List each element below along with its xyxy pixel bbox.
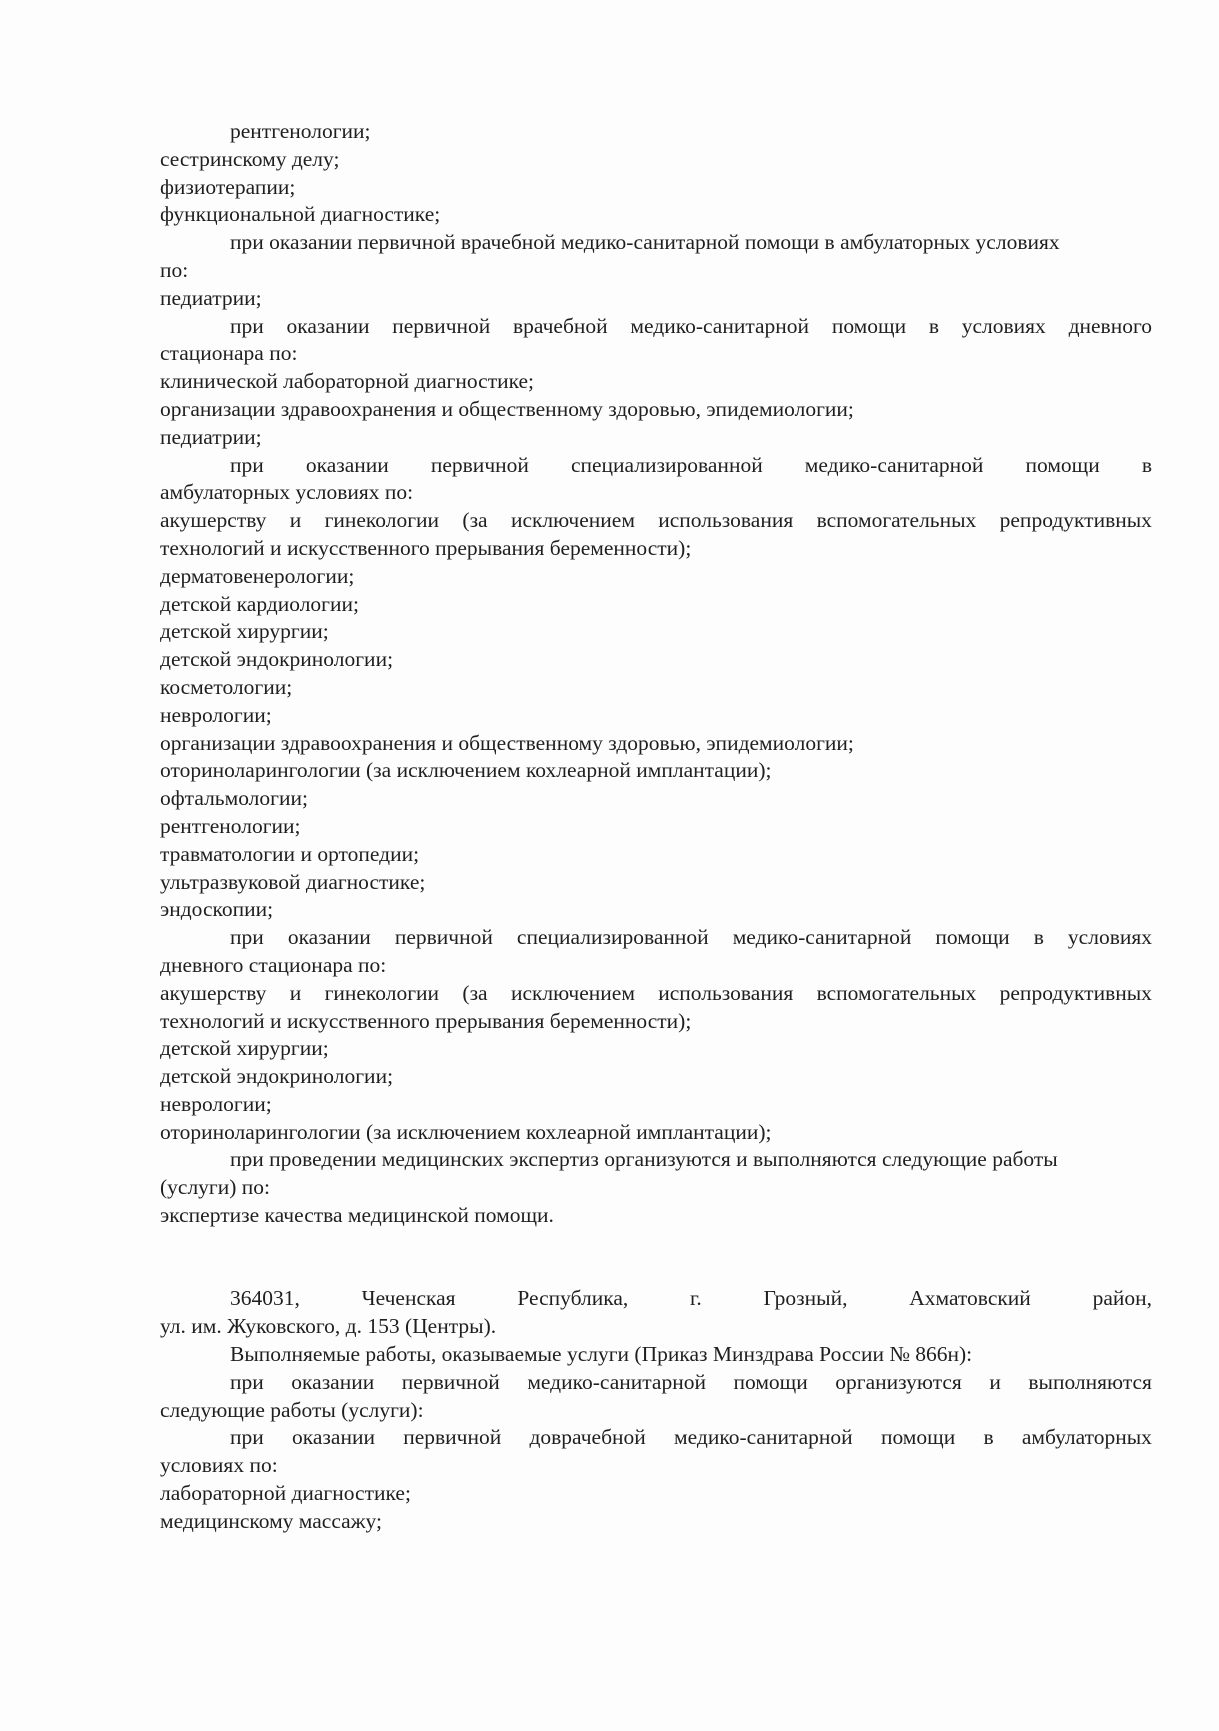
word: при — [230, 452, 264, 477]
text-line: оториноларингологии (за исключением кохлеарной имплантации); — [160, 1119, 772, 1144]
text-line: технологий и искусственного прерывания беременности); — [160, 535, 692, 560]
text-line: организации здравоохранения и общественному здоровью, эпидемиологии; — [160, 396, 854, 421]
text-line: ул. им. Жуковского, д. 153 (Центры). — [160, 1314, 497, 1339]
word: помощи — [935, 925, 1010, 950]
word: помощи — [880, 1425, 956, 1450]
word: и — [289, 980, 302, 1005]
address-block — [160, 1285, 1152, 1535]
word: в — [928, 313, 939, 338]
word: специализированной — [570, 452, 763, 477]
text-line: рентгенологии; — [230, 119, 371, 143]
text-line: медицинскому массажу; — [160, 1508, 382, 1533]
text-line: следующие работы (услуги): — [160, 1397, 424, 1422]
word: (за — [462, 508, 488, 533]
word: при — [230, 925, 264, 950]
word: оказании — [292, 1425, 375, 1450]
word: условиях — [961, 313, 1046, 338]
text-line: дерматовенерологии; — [160, 563, 355, 588]
text-line: организации здравоохранения и общественному здоровью, эпидемиологии; — [160, 730, 854, 755]
text-line: при проведении медицинских экспертиз организуются и выполняются следующие работы — [230, 1147, 1058, 1172]
word: вспомогательных — [816, 508, 977, 533]
word: медико-санитарной — [804, 452, 984, 477]
text-line: амбулаторных условиях по: — [160, 480, 414, 505]
text-line: педиатрии; — [160, 424, 262, 449]
word: и — [289, 508, 302, 533]
word: помощи — [831, 313, 907, 338]
justified-line — [160, 313, 1152, 341]
word: в — [1141, 452, 1152, 477]
services-list-block — [160, 118, 1152, 1230]
word: оказании — [291, 1369, 375, 1394]
word: первичной — [403, 1425, 502, 1450]
word: первичной — [392, 313, 491, 338]
text-line: дневного стационара по: — [160, 952, 387, 977]
text-line: оториноларингологии (за исключением кохлеарной имплантации); — [160, 758, 772, 783]
justified-line — [160, 1285, 1152, 1313]
word: 364031, — [230, 1286, 300, 1311]
text-line: технологий и искусственного прерывания беременности); — [160, 1008, 692, 1033]
word: оказании — [287, 925, 371, 950]
word: гинекологии — [324, 508, 440, 533]
text-line: (услуги) по: — [160, 1175, 271, 1200]
word: врачебной — [513, 313, 608, 338]
word: при — [230, 1425, 264, 1450]
text-line: детской кардиологии; — [160, 591, 359, 616]
word: Грозный, — [763, 1286, 848, 1311]
word: репродуктивных — [999, 508, 1152, 533]
justified-line — [160, 507, 1152, 535]
word: (за — [462, 980, 488, 1005]
text-line: при оказании первичной врачебной медико-санитарной помощи в амбулаторных условиях — [230, 230, 1060, 255]
document-page — [160, 118, 1152, 1536]
word: г. — [690, 1286, 702, 1311]
word: первичной — [394, 925, 493, 950]
word: первичной — [430, 452, 529, 477]
text-line: косметологии; — [160, 674, 293, 699]
text-line: по: — [160, 257, 189, 282]
word: условиях — [1067, 925, 1152, 950]
text-line: эндоскопии; — [160, 897, 274, 922]
word: использования — [658, 508, 794, 533]
word: организуются — [835, 1369, 962, 1394]
word: вспомогательных — [816, 980, 977, 1005]
word: акушерству — [160, 980, 267, 1005]
text-line: детской хирургии; — [160, 619, 329, 644]
paragraph-gap — [160, 1258, 1152, 1286]
text-line: экспертизе качества медицинской помощи. — [160, 1203, 554, 1228]
text-line: детской эндокринологии; — [160, 647, 394, 672]
paragraph-gap — [160, 1230, 1152, 1258]
word: выполняются — [1028, 1369, 1152, 1394]
justified-line — [160, 924, 1152, 952]
word: медико-санитарной — [527, 1369, 706, 1394]
word: помощи — [1025, 452, 1100, 477]
text-line: офтальмологии; — [160, 786, 308, 811]
word: доврачебной — [529, 1425, 646, 1450]
text-line: неврологии; — [160, 702, 272, 727]
word: помощи — [733, 1369, 808, 1394]
word: специализированной — [516, 925, 709, 950]
text-line: физиотерапии; — [160, 174, 296, 199]
word: и — [989, 1369, 1001, 1394]
word: в — [983, 1425, 994, 1450]
word: район, — [1092, 1286, 1152, 1311]
text-line: рентгенологии; — [160, 813, 301, 838]
word: дневного — [1068, 313, 1152, 338]
text-line: Выполняемые работы, оказываемые услуги (Приказ Минздрава России № 866н): — [230, 1342, 973, 1367]
text-line: функциональной диагностике; — [160, 202, 441, 227]
justified-line — [160, 452, 1152, 480]
word: оказании — [305, 452, 389, 477]
word: Республика, — [517, 1286, 629, 1311]
word: медико-санитарной — [732, 925, 912, 950]
word: медико-санитарной — [674, 1425, 853, 1450]
word: гинекологии — [324, 980, 440, 1005]
word: Ахматовский — [909, 1286, 1031, 1311]
word: при — [230, 1369, 264, 1394]
justified-line — [160, 1369, 1152, 1397]
word: первичной — [401, 1369, 500, 1394]
word: в — [1033, 925, 1044, 950]
text-line: лабораторной диагностике; — [160, 1481, 411, 1506]
text-line: клинической лабораторной диагностике; — [160, 369, 535, 394]
text-line: травматологии и ортопедии; — [160, 841, 420, 866]
text-line: стационара по: — [160, 341, 298, 366]
word: использования — [658, 980, 794, 1005]
word: исключением — [510, 508, 635, 533]
word: медико-санитарной — [630, 313, 810, 338]
text-line: педиатрии; — [160, 285, 262, 310]
word: акушерству — [160, 508, 267, 533]
justified-line — [160, 980, 1152, 1008]
word: исключением — [510, 980, 635, 1005]
word: оказании — [286, 313, 370, 338]
text-line: условиях по: — [160, 1453, 278, 1478]
text-line: детской эндокринологии; — [160, 1064, 394, 1089]
text-line: неврологии; — [160, 1091, 272, 1116]
text-line: ультразвуковой диагностике; — [160, 869, 426, 894]
text-line: детской хирургии; — [160, 1036, 329, 1061]
word: амбулаторных — [1021, 1425, 1152, 1450]
word: при — [230, 313, 264, 338]
text-line: сестринскому делу; — [160, 146, 340, 171]
justified-line — [160, 1424, 1152, 1452]
word: репродуктивных — [999, 980, 1152, 1005]
word: Чеченская — [361, 1286, 456, 1311]
